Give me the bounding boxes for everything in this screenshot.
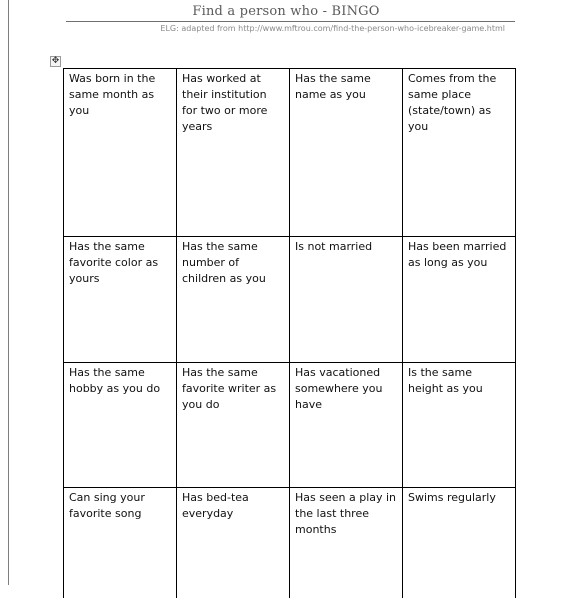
move-arrows-icon[interactable]: ✥ — [51, 56, 60, 66]
bingo-cell[interactable]: Has vacationed somewhere you have — [290, 363, 403, 488]
bingo-cell[interactable]: Has the same hobby as you do — [64, 363, 177, 488]
page-edge — [8, 0, 9, 585]
table-row — [64, 488, 516, 598]
bingo-cell[interactable]: Has the same name as you — [290, 69, 403, 237]
document-title: Find a person who - BINGO — [192, 4, 380, 19]
bingo-cell[interactable]: Has worked at their institution for two or more years — [177, 69, 290, 237]
header-rule — [66, 21, 515, 22]
bingo-cell[interactable]: Can sing your favorite song — [64, 488, 177, 598]
bingo-cell[interactable]: Is the same height as you — [403, 363, 516, 488]
table-row — [64, 69, 516, 237]
bingo-cell[interactable]: Has seen a play in the last three months — [290, 488, 403, 598]
table-row — [64, 363, 516, 488]
source-credit: ELG: adapted from http://www.mftrou.com/find-the-person-who-icebreaker-game.html — [160, 24, 505, 33]
table-row — [64, 237, 516, 363]
bingo-cell[interactable]: Has the same favorite color as yours — [64, 237, 177, 363]
bingo-cell[interactable]: Comes from the same place (state/town) as you — [403, 69, 516, 237]
bingo-cell[interactable]: Has the same favorite writer as you do — [177, 363, 290, 488]
bingo-cell[interactable]: Is not married — [290, 237, 403, 363]
bingo-cell[interactable]: Has been married as long as you — [403, 237, 516, 363]
bingo-table — [63, 68, 516, 598]
bingo-cell[interactable]: Has bed-tea everyday — [177, 488, 290, 598]
bingo-cell[interactable]: Swims regularly — [403, 488, 516, 598]
bingo-cell[interactable]: Was born in the same month as you — [64, 69, 177, 237]
bingo-cell[interactable]: Has the same number of children as you — [177, 237, 290, 363]
